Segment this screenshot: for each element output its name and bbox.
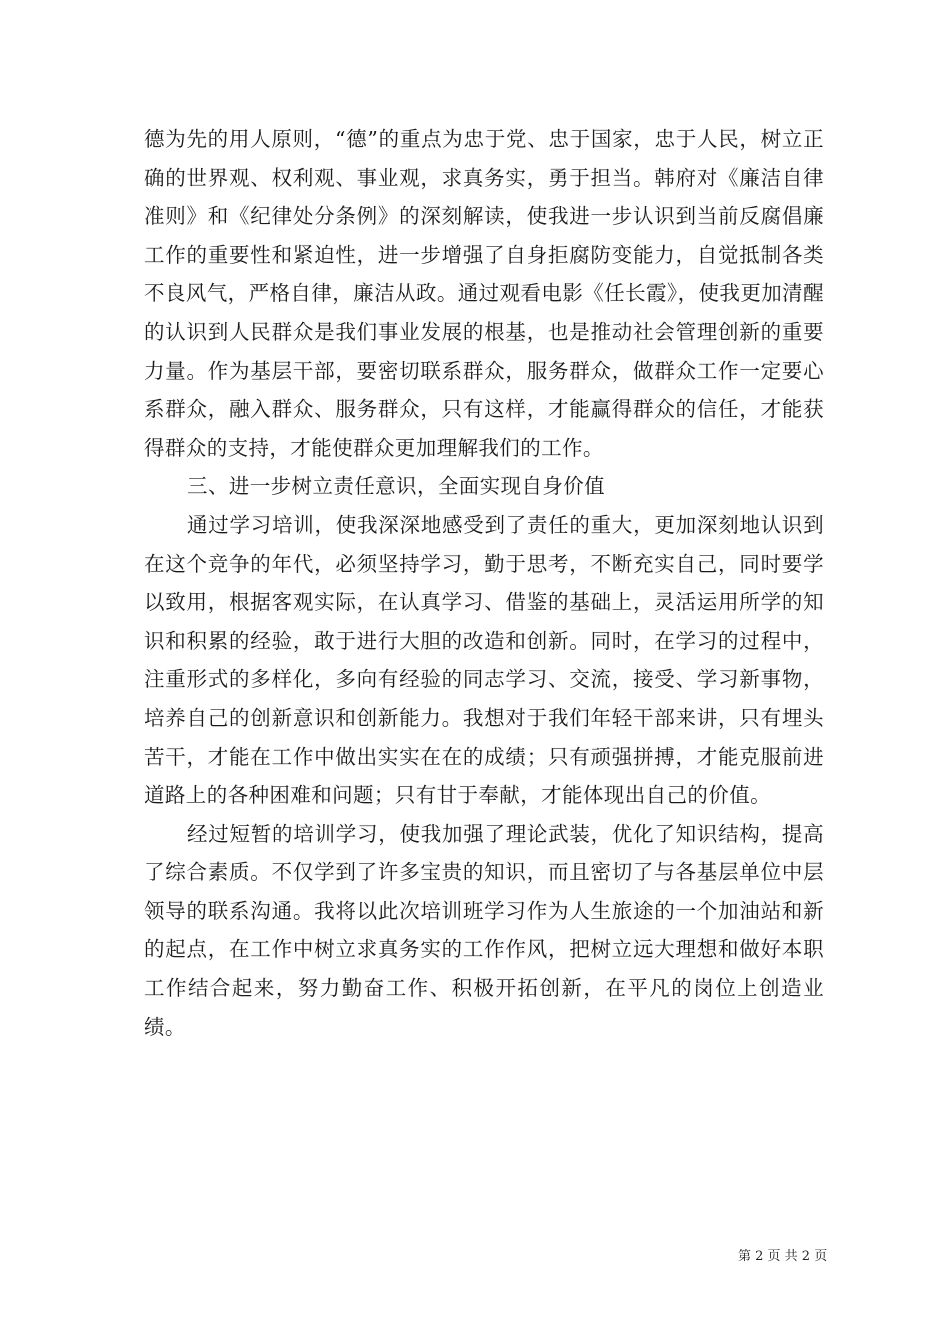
document-body	[144, 120, 824, 1046]
paragraph-conclusion: 经过短暂的培训学习，使我加强了理论武装，优化了知识结构，提高了综合素质。不仅学到了许多宝贵的知识，而且密切了与各基层单位中层领导的联系沟通。我将以此次培训班学习作为人生旅途的一个加油站和新的起点，在工作中树立求真务实的工作作风，把树立远大理想和做好本职工作结合起来，努力勤奋工作、积极开拓创新，在平凡的岗位上创造业绩。	[144, 821, 824, 1039]
section-heading: 三、进一步树立责任意识，全面实现自身价值	[187, 474, 606, 499]
paragraph-responsibility: 通过学习培训，使我深深地感受到了责任的重大，更加深刻地认识到在这个竞争的年代，必须坚持学习，勤于思考，不断充实自己，同时要学以致用，根据客观实际，在认真学习、借鉴的基础上，灵活运用所学的知识和积累的经验，敢于进行大胆的改造和创新。同时，在学习的过程中，注重形式的多样化，多向有经验的同志学习、交流，接受、学习新事物，培养自己的创新意识和创新能力。我想对于我们年轻干部来讲，只有埋头苦干，才能在工作中做出实实在在的成绩；只有顽强拼搏，才能克服前进道路上的各种困难和问题；只有甘于奉献，才能体现出自己的价值。	[144, 512, 824, 808]
paragraph-continuation: 德为先的用人原则，“德”的重点为忠于党、忠于国家，忠于人民，树立正确的世界观、权利观、事业观，求真务实，勇于担当。韩府对《廉洁自律准则》和《纪律处分条例》的深刻解读，使我进一步认识到当前反腐倡廉工作的重要性和紧迫性，进一步增强了自身拒腐防变能力，自觉抵制各类不良风气，严格自律，廉洁从政。通过观看电影《任长霞》，使我更加清醒的认识到人民群众是我们事业发展的根基，也是推动社会管理创新的重要力量。作为基层干部，要密切联系群众，服务群众，做群众工作一定要心系群众，融入群众、服务群众，只有这样，才能赢得群众的信任，才能获得群众的支持，才能使群众更加理解我们的工作。	[144, 127, 824, 460]
page-number-footer: 第 2 页 共 2 页	[738, 1249, 828, 1264]
